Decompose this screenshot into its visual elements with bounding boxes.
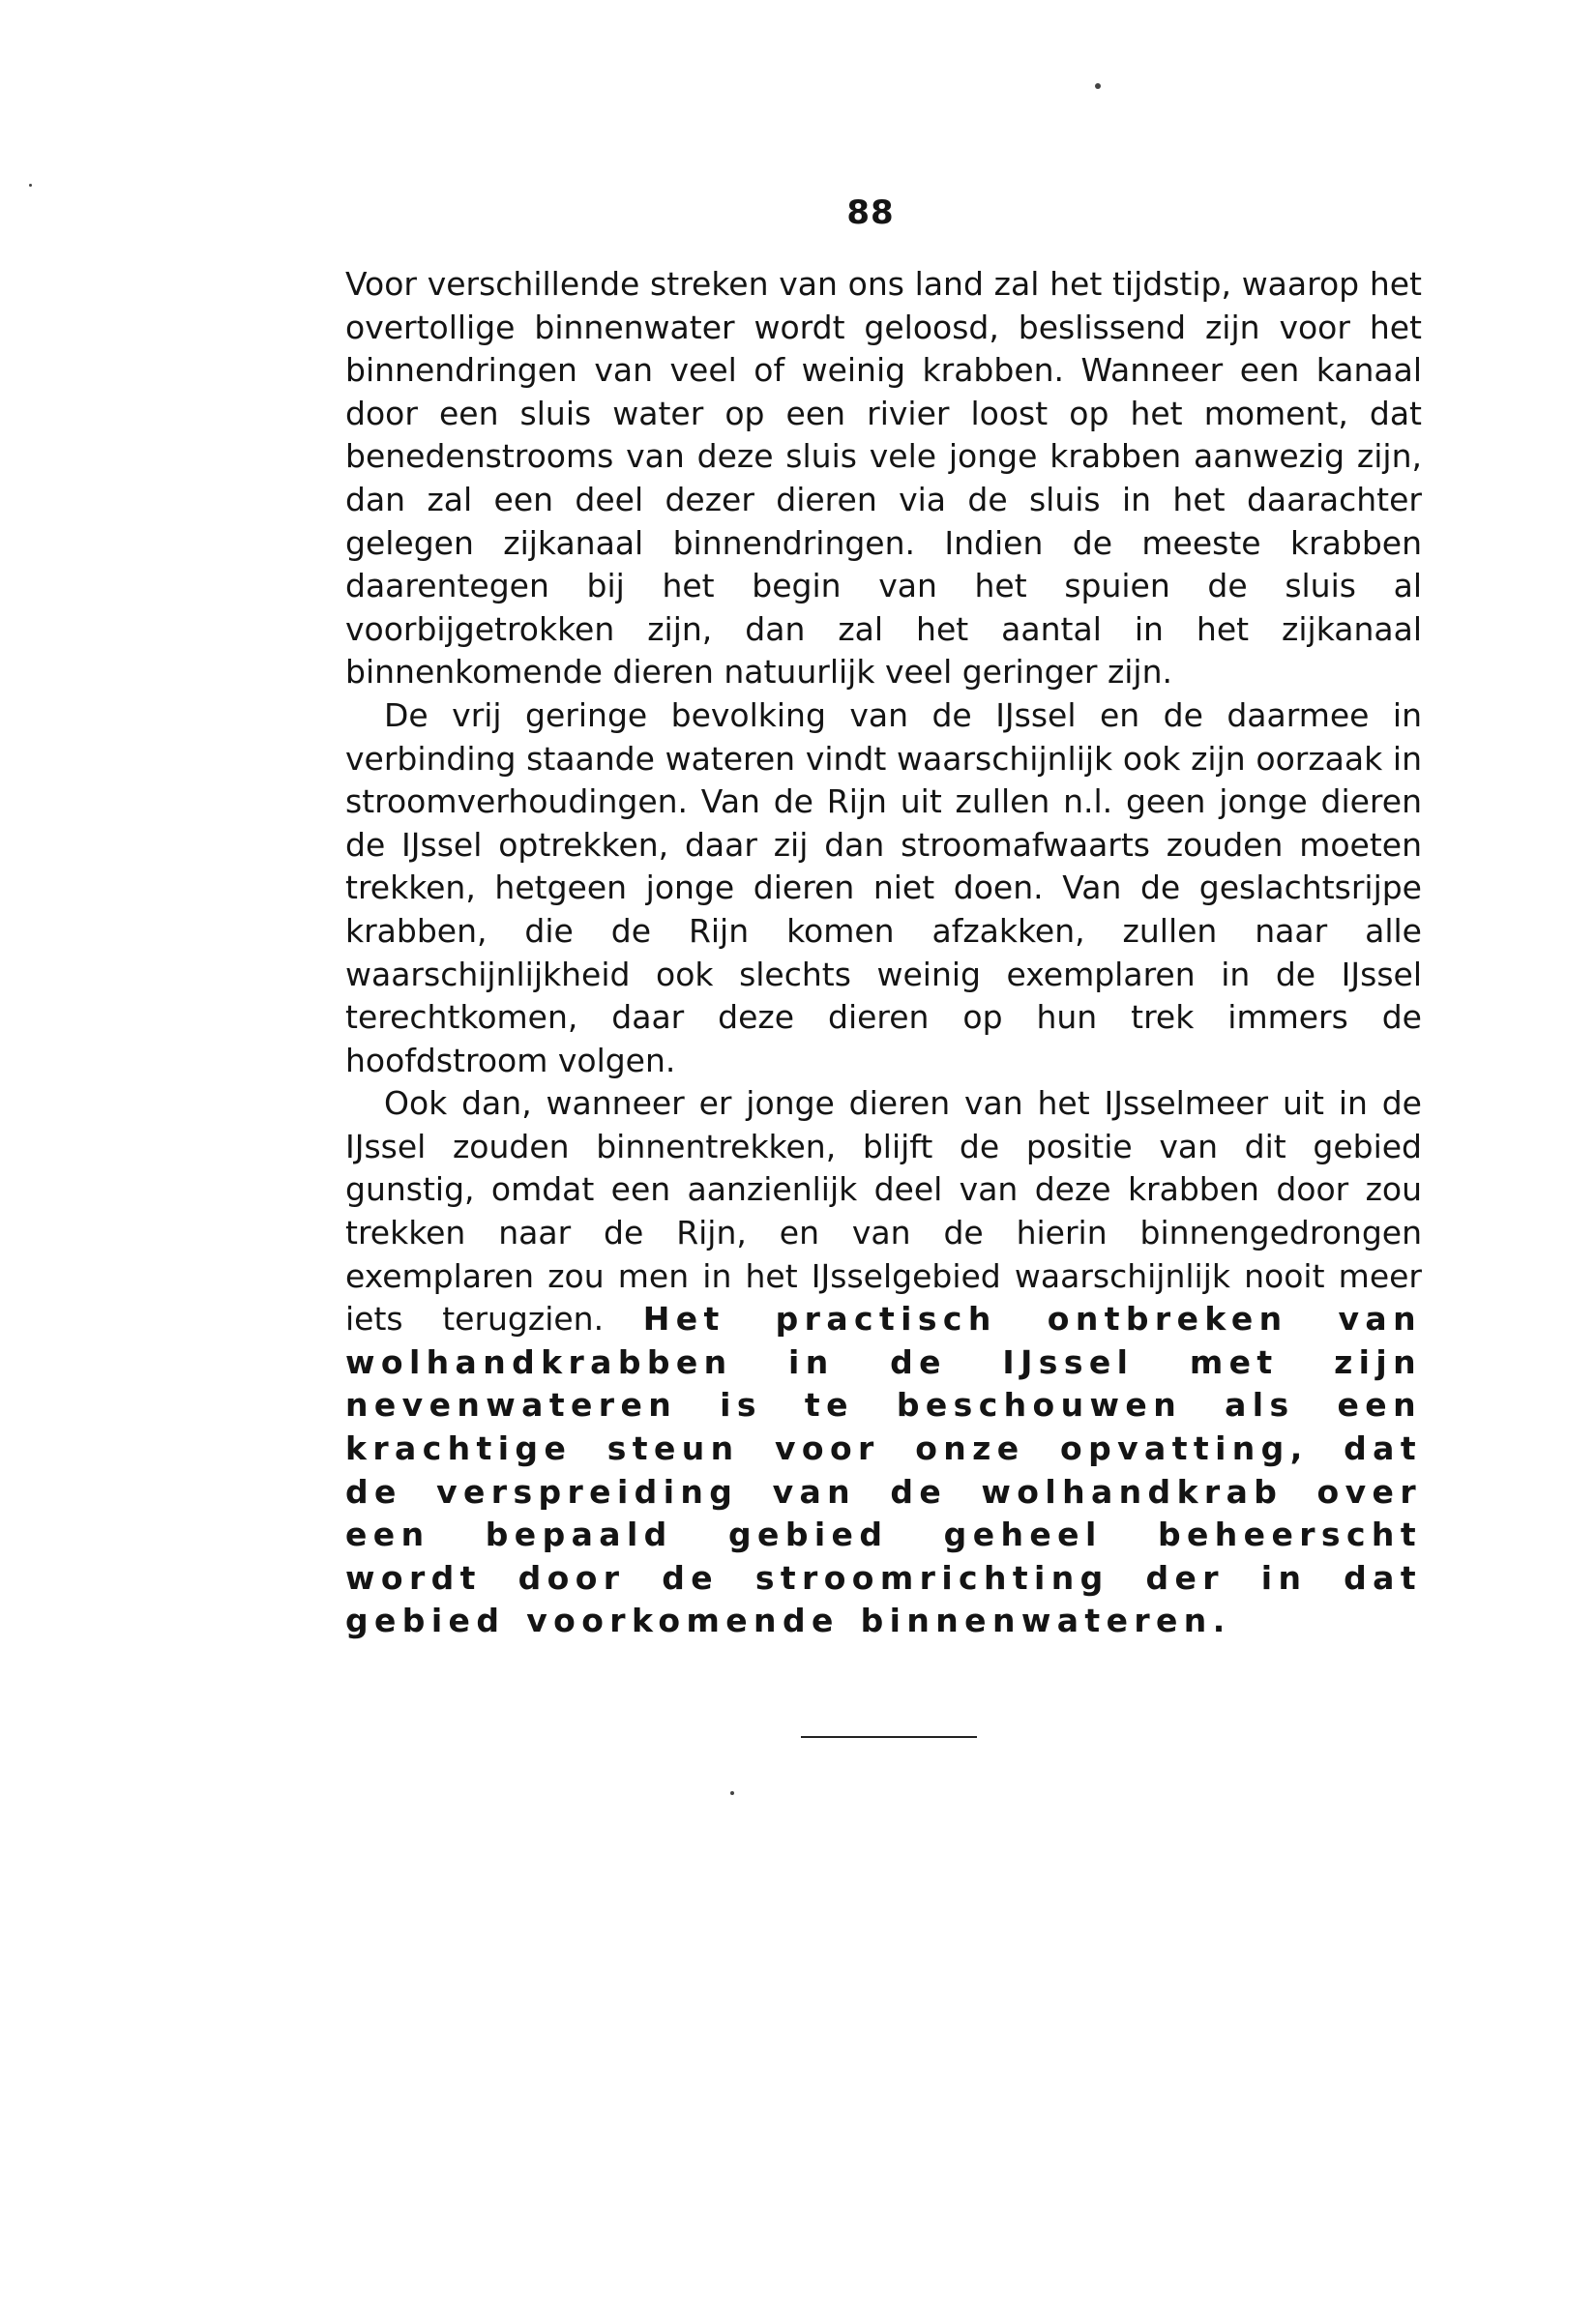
paragraph-3 [345,1082,1422,1643]
paragraph-2: De vrij geringe bevolking van de IJssel en de daarmee in verbinding staande wateren vindt waarschijnlijk ook zijn oorzaak in stroomverhoudingen. Van de Rijn uit zullen n.l. geen jonge dieren de IJssel optrekken, daar zij dan stroomafwaarts zouden moeten trekken, hetgeen jonge dieren niet doen. Van de geslachtsrijpe krabben, die de Rijn komen afzakken, zullen naar alle waarschijnlijkheid ook slechts weinig exemplaren in de IJssel terechtkomen, daar deze dieren op hun trek immers de hoofdstroom volgen. [345,695,1422,1079]
page-number: 88 [846,193,895,232]
paragraph-1: Voor verschillende streken van ons land zal het tijdstip, waarop het overtollige binnenwater wordt geloosd, beslissend zijn voor het binnendringen van veel of weinig krabben. Wanneer een kanaal door een sluis water op een rivier loost op het moment, dat benedenstrooms van deze sluis vele jonge krabben aanwezig zijn, dan zal een deel dezer dieren via de sluis in het daarachter gelegen zijkanaal binnendringen. Indien de meeste krabben daarentegen bij het begin van het spuien de sluis al voorbijgetrokken zijn, dan zal het aantal in het zijkanaal binnenkomende dieren natuurlijk veel geringer zijn. [345,265,1422,692]
paragraph-3-text: Ook dan, wanneer er jonge dieren van het IJsselmeer uit in de IJssel zouden binnentrekken, blijft de positie van dit gebied gunstig, omdat een aanzienlijk deel van deze krabben door zou trekken naar de Rijn, en van de hierin binnengedrongen exemplaren zou men in het IJsselgebied waarschijnlijk nooit meer iets terugzien. [345,1084,1422,1339]
body-text [345,263,1422,1643]
scan-speck [730,1791,734,1795]
scan-speck [1095,83,1101,89]
closing-rule [801,1736,977,1738]
scan-speck [29,184,32,187]
paragraph-3-emphasis: Het practisch ontbreken van wolhandkrabben in de IJssel met zijn nevenwateren is te beschouwen als een krachtige steun voor onze opvatting, dat de verspreiding van de wolhandkrab over een bepaald gebied geheel beheerscht wordt door de stroomrichting der in dat gebied voorkomende binnenwateren. [345,1300,1422,1640]
